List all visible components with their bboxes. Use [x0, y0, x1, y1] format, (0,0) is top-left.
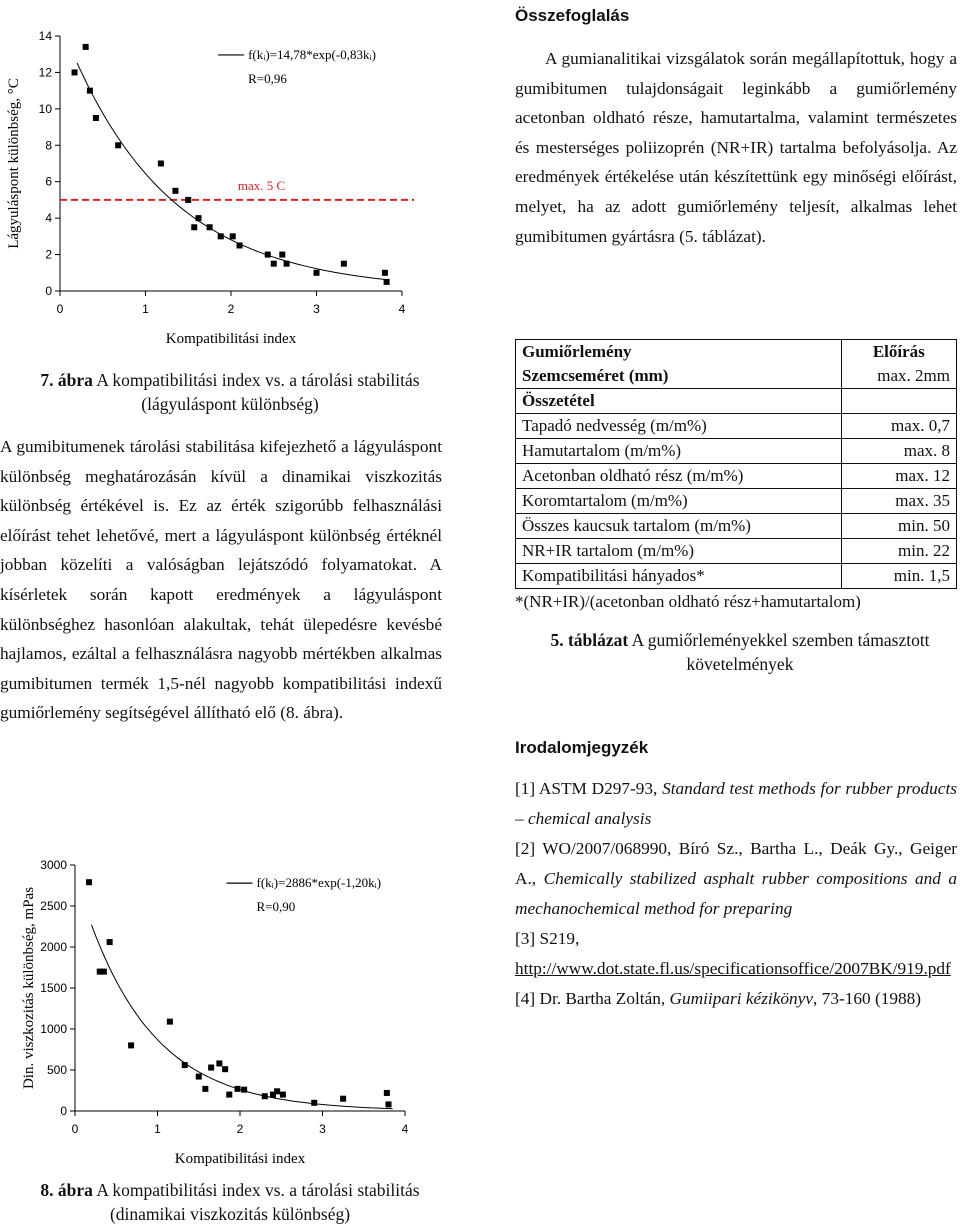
data-point: [279, 252, 285, 258]
data-point: [262, 1093, 268, 1099]
reference-4: [515, 984, 957, 1014]
data-point: [107, 939, 113, 945]
x-tick-label: 4: [398, 302, 406, 316]
table-row: [516, 389, 957, 414]
data-point: [93, 115, 99, 121]
data-point: [226, 1092, 232, 1098]
table-row: [516, 364, 957, 389]
data-point: [222, 1066, 228, 1072]
figure-8-chart: [0, 848, 470, 1173]
x-tick-label: 3: [319, 1122, 326, 1136]
figure-8-caption-number: 8. ábra: [40, 1180, 93, 1200]
table-cell-label: Tapadó nedvesség (m/m%): [516, 414, 842, 439]
data-point: [182, 1062, 188, 1068]
chart-plot-area: [6, 29, 414, 347]
table-cell-value: min. 1,5: [841, 564, 956, 589]
table-cell-label: Szemcseméret (mm): [516, 364, 842, 389]
references-heading: Irodalomjegyzék: [515, 738, 649, 757]
y-axis-title: Lágyuláspont különbség, °C: [6, 78, 22, 249]
x-tick-label: 3: [313, 302, 320, 316]
data-point: [341, 261, 347, 267]
reference-4-title: Gumiipari kézikönyv: [669, 989, 814, 1008]
table-cell-value: max. 2mm: [841, 364, 956, 389]
data-point: [202, 1086, 208, 1092]
table-cell-label: Összes kaucsuk tartalom (m/m%): [516, 514, 842, 539]
reference-2: [515, 834, 957, 924]
table-cell-value: min. 22: [841, 539, 956, 564]
data-point: [196, 215, 202, 221]
y-tick-label: 6: [45, 174, 52, 189]
reference-1: [515, 774, 957, 834]
figure-8-caption-text: A kompatibilitási index vs. a tárolási stabilitás (dinamikai viszkozitás különbség): [92, 1180, 420, 1224]
y-tick-label: 1500: [40, 981, 67, 995]
y-tick-label: 2500: [40, 899, 67, 913]
figure-7-chart: [0, 0, 470, 360]
data-point: [185, 197, 191, 203]
table-cell-label: Kompatibilitási hányados*: [516, 564, 842, 589]
data-point: [230, 233, 236, 239]
data-point: [274, 1088, 280, 1094]
y-tick-label: 14: [38, 29, 52, 43]
x-tick-label: 0: [71, 1122, 79, 1136]
chart-plot-area: [21, 858, 409, 1167]
table-row: [516, 464, 957, 489]
y-tick-label: 2000: [40, 940, 67, 954]
x-axis-title: Kompatibilitási index: [165, 331, 297, 347]
x-tick-label: 0: [56, 302, 64, 316]
table-cell-label: Összetétel: [516, 389, 842, 414]
data-point: [196, 1074, 202, 1080]
table-cell-value: [841, 389, 956, 414]
data-point: [86, 879, 92, 885]
data-point: [207, 224, 213, 230]
data-point: [386, 1101, 392, 1107]
data-point: [87, 88, 93, 94]
table-cell-label: Hamutartalom (m/m%): [516, 439, 842, 464]
y-axis-title: Din. viszkozitás különbség, mPas: [21, 886, 37, 1090]
data-point: [265, 252, 271, 258]
table-cell-value: max. 0,7: [841, 414, 956, 439]
reference-2-title: Chemically stabilized asphalt rubber compositions and a mechanochemical method for preparing: [515, 869, 957, 918]
x-tick-label: 1: [154, 1122, 161, 1136]
table-row: [516, 564, 957, 589]
y-tick-label: 2: [45, 247, 52, 262]
data-point: [237, 242, 243, 248]
figure-8-caption: [20, 1178, 440, 1226]
reference-4-text: [4] Dr. Bartha Zoltán,: [515, 989, 670, 1008]
table-header-right: [841, 340, 956, 365]
reference-2-text: [2] WO/2007/068990, Bíró Sz., Bartha L., Deák Gy., Geiger A.,: [515, 839, 957, 888]
legend-fit-equation: f(kᵢ)=2886*exp(-1,20kᵢ): [256, 875, 382, 891]
fit-curve: [77, 63, 389, 280]
data-point: [271, 261, 277, 267]
summary-heading: Összefoglalás: [515, 6, 630, 25]
summary-paragraph: A gumianalitikai vizsgálatok során megállapítottuk, hogy a gumibitumen tulajdonságait leginkább a gumiőrlemény acetonban oldható része, hamutartalma, valamint természetes és mesterséges poliizoprén (NR+IR) tartalma befolyásolja. Az eredmények értékelése után készítettünk egy minőségi előírást, melyet, ha az adott gumiőrlemény teljesít, alkalmas lehet gumibitumen gyártásra (5. táblázat).: [515, 49, 957, 246]
x-tick-label: 2: [227, 302, 235, 316]
table-header-left-text: Gumiőrlemény: [522, 342, 632, 361]
reference-3-text: [3] S219,: [515, 929, 580, 948]
y-tick-label: 8: [45, 138, 52, 153]
reference-1-title: Standard test methods for rubber products – chemical analysis: [515, 779, 957, 828]
table-header-right-text: Előírás: [872, 342, 925, 361]
data-point: [384, 279, 390, 285]
table-cell-label: Koromtartalom (m/m%): [516, 489, 842, 514]
reference-3: [515, 924, 957, 984]
y-tick-label: 1000: [40, 1022, 67, 1036]
table-cell-value: min. 50: [841, 514, 956, 539]
x-axis-title: Kompatibilitási index: [174, 1151, 306, 1167]
table-cell-value: max. 12: [841, 464, 956, 489]
table-caption-text: A gumiőrleményekkel szemben támasztott követelmények: [628, 630, 930, 674]
table-body: [516, 364, 957, 589]
figure-7-caption-text: A kompatibilitási index vs. a tárolási stabilitás (lágyuláspont különbség): [92, 370, 420, 414]
table-caption-number: 5. táblázat: [550, 630, 629, 650]
data-point: [340, 1096, 346, 1102]
y-tick-label: 500: [46, 1063, 67, 1077]
x-tick-label: 2: [236, 1122, 244, 1136]
y-tick-label: 0: [45, 284, 52, 298]
table-footnote: *(NR+IR)/(acetonban oldható rész+hamutartalom): [515, 592, 861, 611]
y-tick-label: 10: [38, 101, 52, 116]
reference-3-link[interactable]: http://www.dot.state.fl.us/specificationsoffice/2007BK/919.pdf: [515, 959, 951, 978]
max-reference-label: max. 5 C: [237, 177, 286, 193]
figure-7-caption: [20, 368, 440, 416]
figure-7-caption-number: 7. ábra: [40, 370, 93, 390]
table-row: [516, 539, 957, 564]
data-point: [72, 69, 78, 75]
table-caption: [530, 628, 950, 676]
data-point: [101, 969, 107, 975]
x-tick-label: 4: [401, 1122, 409, 1136]
legend-r-value: R=0,96: [248, 70, 287, 86]
table-header-row: [516, 340, 957, 365]
y-tick-label: 4: [45, 211, 52, 226]
table-row: [516, 489, 957, 514]
body-paragraph: A gumibitumenek tárolási stabilitása kifejezhető a lágyuláspont különbség meghatározásán kívül a dinamikai viszkozitás különbség értékével is. Ez az érték szigorúbb felhasználási előírást tehet lehetővé, mert a lágyuláspont különbség értéknél jobban közelíti a valóságban lejátszódó folyamatokat. A kísérletek során kapott eredmények a lágyuláspont különbséghez hasonlóan alakultak, tehát ülepedésre kevésbé hajlamos, ezáltal a felhasználásra nagyobb mértékben alkalmas gumibitumen termék 1,5-nél nagyobb kompatibilitási indexű gumiőrlemény segítségével állítható elő (8. ábra).: [0, 437, 442, 723]
table-row: [516, 414, 957, 439]
data-point: [172, 188, 178, 194]
fit-curve: [92, 925, 393, 1109]
data-point: [284, 261, 290, 267]
data-point: [167, 1019, 173, 1025]
x-tick-label: 1: [142, 302, 149, 316]
data-point: [311, 1100, 317, 1106]
legend-r-value: R=0,90: [256, 899, 296, 915]
reference-1-text: [1] ASTM D297-93,: [515, 779, 663, 798]
table-cell-value: max. 35: [841, 489, 956, 514]
table-cell-label: Acetonban oldható rész (m/m%): [516, 464, 842, 489]
reference-4-pages: , 73-160 (1988): [813, 989, 922, 1008]
data-point: [128, 1042, 134, 1048]
data-point: [191, 224, 197, 230]
table-row: [516, 439, 957, 464]
data-point: [218, 233, 224, 239]
y-tick-label: 3000: [40, 858, 67, 872]
table-row: [516, 514, 957, 539]
data-point: [235, 1086, 241, 1092]
data-point: [384, 1090, 390, 1096]
requirements-table: [515, 339, 957, 589]
y-tick-label: 12: [38, 65, 52, 80]
reference-list: [515, 774, 957, 1014]
data-point: [158, 161, 164, 167]
data-point: [83, 44, 89, 50]
data-point: [241, 1087, 247, 1093]
table-cell-label: NR+IR tartalom (m/m%): [516, 539, 842, 564]
table-cell-value: max. 8: [841, 439, 956, 464]
y-tick-label: 0: [60, 1104, 67, 1118]
table-header-left: [516, 340, 842, 365]
data-point: [208, 1065, 214, 1071]
data-point: [280, 1092, 286, 1098]
data-point: [115, 142, 121, 148]
data-point: [314, 270, 320, 276]
data-point: [382, 270, 388, 276]
data-point: [216, 1060, 222, 1066]
legend-fit-equation: f(kᵢ)=14,78*exp(-0,83kᵢ): [248, 46, 376, 62]
